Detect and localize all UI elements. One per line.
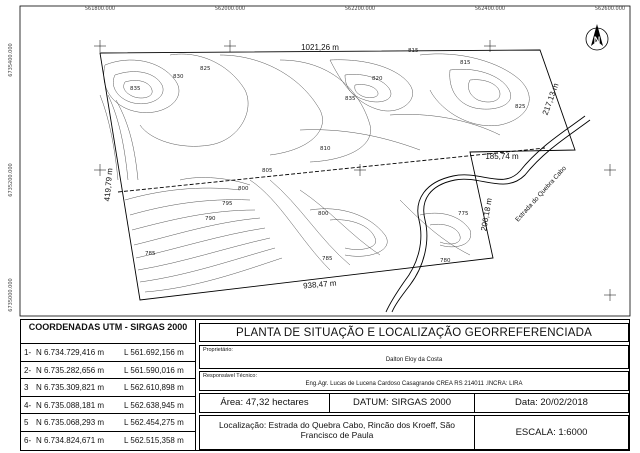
contour-label: 775 <box>458 211 469 217</box>
coordinate-east: L 561.692,156 m <box>124 348 184 357</box>
dim-bottom: 938,47 m <box>302 278 337 291</box>
coordinate-row <box>21 362 195 380</box>
coordinate-north: N 6.735.309,821 m <box>36 383 105 392</box>
coordinate-north: N 6.734.824,671 m <box>36 435 105 445</box>
plan-details-row <box>199 393 629 413</box>
coordinate-row <box>21 344 195 362</box>
contour-label: 805 <box>262 168 273 174</box>
contour-label: 790 <box>205 216 216 222</box>
coordinate-north: N 6.735.088,181 m <box>36 400 105 410</box>
contour-label: 830 <box>173 74 184 80</box>
road-label: Estrada do Quebra Cabo <box>514 164 568 224</box>
dim-middle: 185,74 m <box>485 152 519 161</box>
owner-label: Proprietário: <box>203 347 233 353</box>
date-value: Data: 20/02/2018 <box>515 397 588 408</box>
coordinate-east: L 562.638,945 m <box>124 400 184 410</box>
property-boundary <box>100 50 575 300</box>
grid-label-top: 561800.000 <box>84 6 116 12</box>
coordinate-north: N 6.735.282,656 m <box>36 365 105 375</box>
coordinate-id: 4- <box>24 400 32 410</box>
grid-label-left: 6735000.000 <box>8 278 14 312</box>
coordinate-row <box>21 414 195 432</box>
dim-left: 419,79 m <box>102 167 115 202</box>
coordinate-east: L 561.590,016 m <box>124 365 184 375</box>
technician-name: Eng.Agr. Lucas de Lucena Cardoso Casagrande CREA RS 214011 .INCRA: LIRA <box>305 381 523 387</box>
grid-label-top: 562400.000 <box>474 6 506 12</box>
coordinate-east: L 562.515,358 m <box>124 435 184 445</box>
technician-box <box>199 371 629 391</box>
coordinate-row <box>21 397 195 415</box>
contour-lines <box>100 54 529 292</box>
grid-label-top: 562600.000 <box>594 6 626 12</box>
contour-label: 800 <box>318 211 329 217</box>
plan-title: PLANTA DE SITUAÇÃO E LOCALIZAÇÃO GEORREFERENCIADA <box>199 323 629 342</box>
coordinate-id: 1- <box>24 348 32 357</box>
datum-value: DATUM: SIRGAS 2000 <box>330 394 475 412</box>
location-text: Localização: Estrada do Quebra Cabo, Rincão dos Kroeff, São Francisco de Paula <box>200 416 475 449</box>
contour-label: 810 <box>320 146 331 152</box>
grid-labels-top <box>85 6 625 12</box>
contour-label: 835 <box>130 86 141 92</box>
coordinate-row <box>21 432 195 450</box>
grid-label-left: 6735400.000 <box>8 43 14 77</box>
contour-label: 835 <box>345 96 356 102</box>
title-block <box>20 319 630 451</box>
coordinate-east: L 562.454,275 m <box>124 418 184 427</box>
coordinate-east: L 562.610,898 m <box>124 383 184 392</box>
coordinate-id: 2- <box>24 365 32 375</box>
plan-info <box>199 320 629 450</box>
coordinate-north: N 6.734.729,416 m <box>36 348 105 357</box>
contour-label: 800 <box>238 186 249 192</box>
dim-right-upper: 217,13 m <box>540 81 561 117</box>
technician-label: Responsável Técnico: <box>203 373 258 379</box>
contour-label: 795 <box>222 201 233 207</box>
owner-name: Dalton Eloy da Costa <box>385 357 443 363</box>
owner-box <box>199 345 629 369</box>
area-value: Área: 47,32 hectares <box>200 394 330 412</box>
coordinate-id: 6- <box>24 435 32 445</box>
contour-label: 815 <box>460 60 471 66</box>
grid-labels-left <box>8 43 14 311</box>
contour-label: 825 <box>515 104 526 110</box>
scale-value: ESCALA: 1:6000 <box>515 427 588 438</box>
grid-label-top: 562000.000 <box>214 6 246 12</box>
contour-label: 825 <box>200 66 211 72</box>
grid-label-top: 562200.000 <box>344 6 376 12</box>
contour-label: 815 <box>408 48 419 54</box>
coordinates-title: COORDENADAS UTM - SIRGAS 2000 <box>21 320 195 344</box>
location-row <box>199 415 629 450</box>
north-arrow-icon <box>586 24 608 50</box>
contour-label: 785 <box>145 251 156 257</box>
coordinate-north: N 6.735.068,293 m <box>36 418 105 427</box>
dim-top: 1021,26 m <box>301 43 339 52</box>
contour-label: 820 <box>372 76 383 82</box>
dim-right-lower: 206,18 m <box>479 197 494 232</box>
contour-label: 785 <box>322 256 333 262</box>
coordinate-row <box>21 379 195 397</box>
coordinates-table <box>21 320 196 450</box>
coordinate-id: 3 <box>24 383 29 392</box>
coordinate-id: 5 <box>24 418 29 427</box>
contour-label: 780 <box>440 258 451 264</box>
grid-label-left: 6735200.000 <box>8 163 14 197</box>
svg-text:N: N <box>593 35 601 45</box>
